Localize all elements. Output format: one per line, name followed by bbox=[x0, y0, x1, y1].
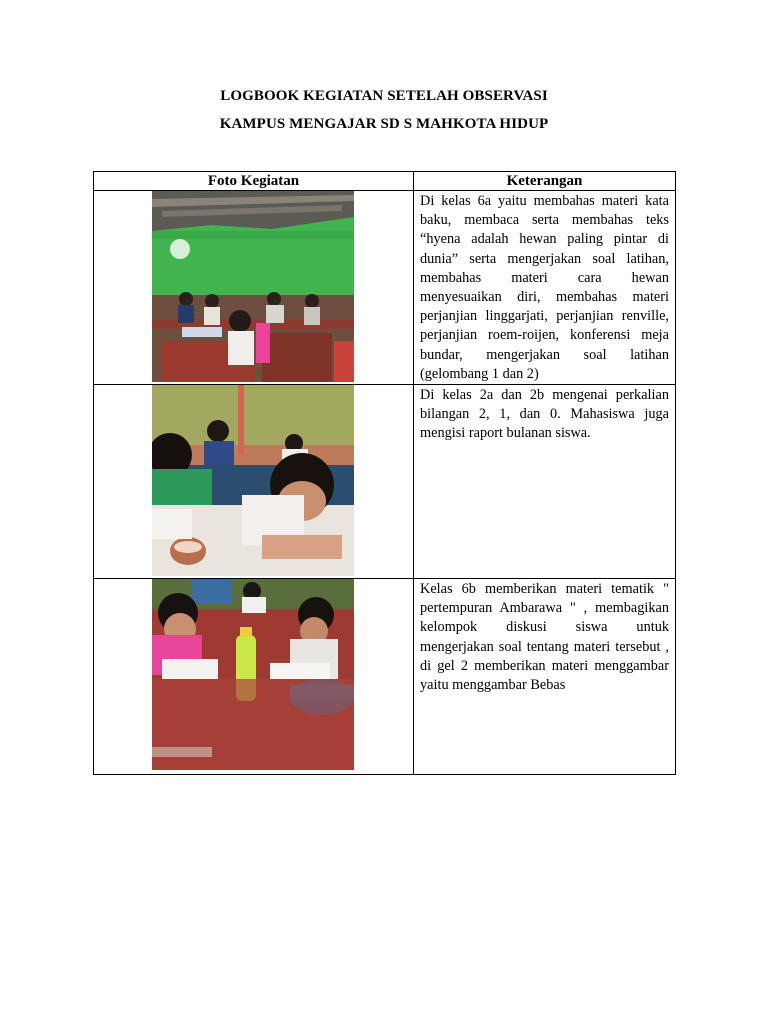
photo-cell bbox=[94, 191, 414, 385]
description-cell bbox=[414, 579, 676, 775]
table-row bbox=[94, 385, 676, 579]
column-header-description: Keterangan bbox=[414, 172, 676, 191]
student-writing-photo bbox=[152, 385, 354, 576]
table-header-row bbox=[94, 172, 676, 191]
table-row bbox=[94, 191, 676, 385]
logbook-table bbox=[93, 171, 676, 775]
document-title: LOGBOOK KEGIATAN SETELAH OBSERVASI bbox=[220, 88, 548, 104]
column-header-photo: Foto Kegiatan bbox=[94, 172, 414, 191]
photo-cell bbox=[94, 385, 414, 579]
classroom-photo bbox=[152, 191, 354, 382]
activity-description: Di kelas 2a dan 2b mengenai perkalian bilangan 2, 1, dan 0. Mahasiswa juga mengisi raport bulanan siswa. bbox=[420, 387, 669, 442]
document-subtitle: KAMPUS MENGAJAR SD S MAHKOTA HIDUP bbox=[219, 116, 549, 132]
activity-description: Di kelas 6a yaitu membahas materi kata baku, membaca serta membahas teks “hyena adalah hewan paling pintar di dunia” serta mengerjakan soal latihan, membahas materi cara hewan menyesuaikan diri, membahas materi perjanjian linggarjati, perjanjian renville, perjanjian roem-roijen, konferensi meja bundar, mengerjakan soal latihan (gelombang 1 dan 2) bbox=[420, 193, 669, 382]
description-cell bbox=[414, 191, 676, 385]
students-drawing-photo bbox=[152, 579, 354, 770]
activity-description: Kelas 6b memberikan materi tematik " pertempuran Ambarawa " , membagikan kelompok diskusi siswa untuk mengerjakan soal tentang materi tersebut , di gel 2 memberikan materi menggambar yaitu menggambar Bebas bbox=[420, 581, 669, 694]
description-cell bbox=[414, 385, 676, 579]
photo-cell bbox=[94, 579, 414, 775]
table-row bbox=[94, 579, 676, 775]
